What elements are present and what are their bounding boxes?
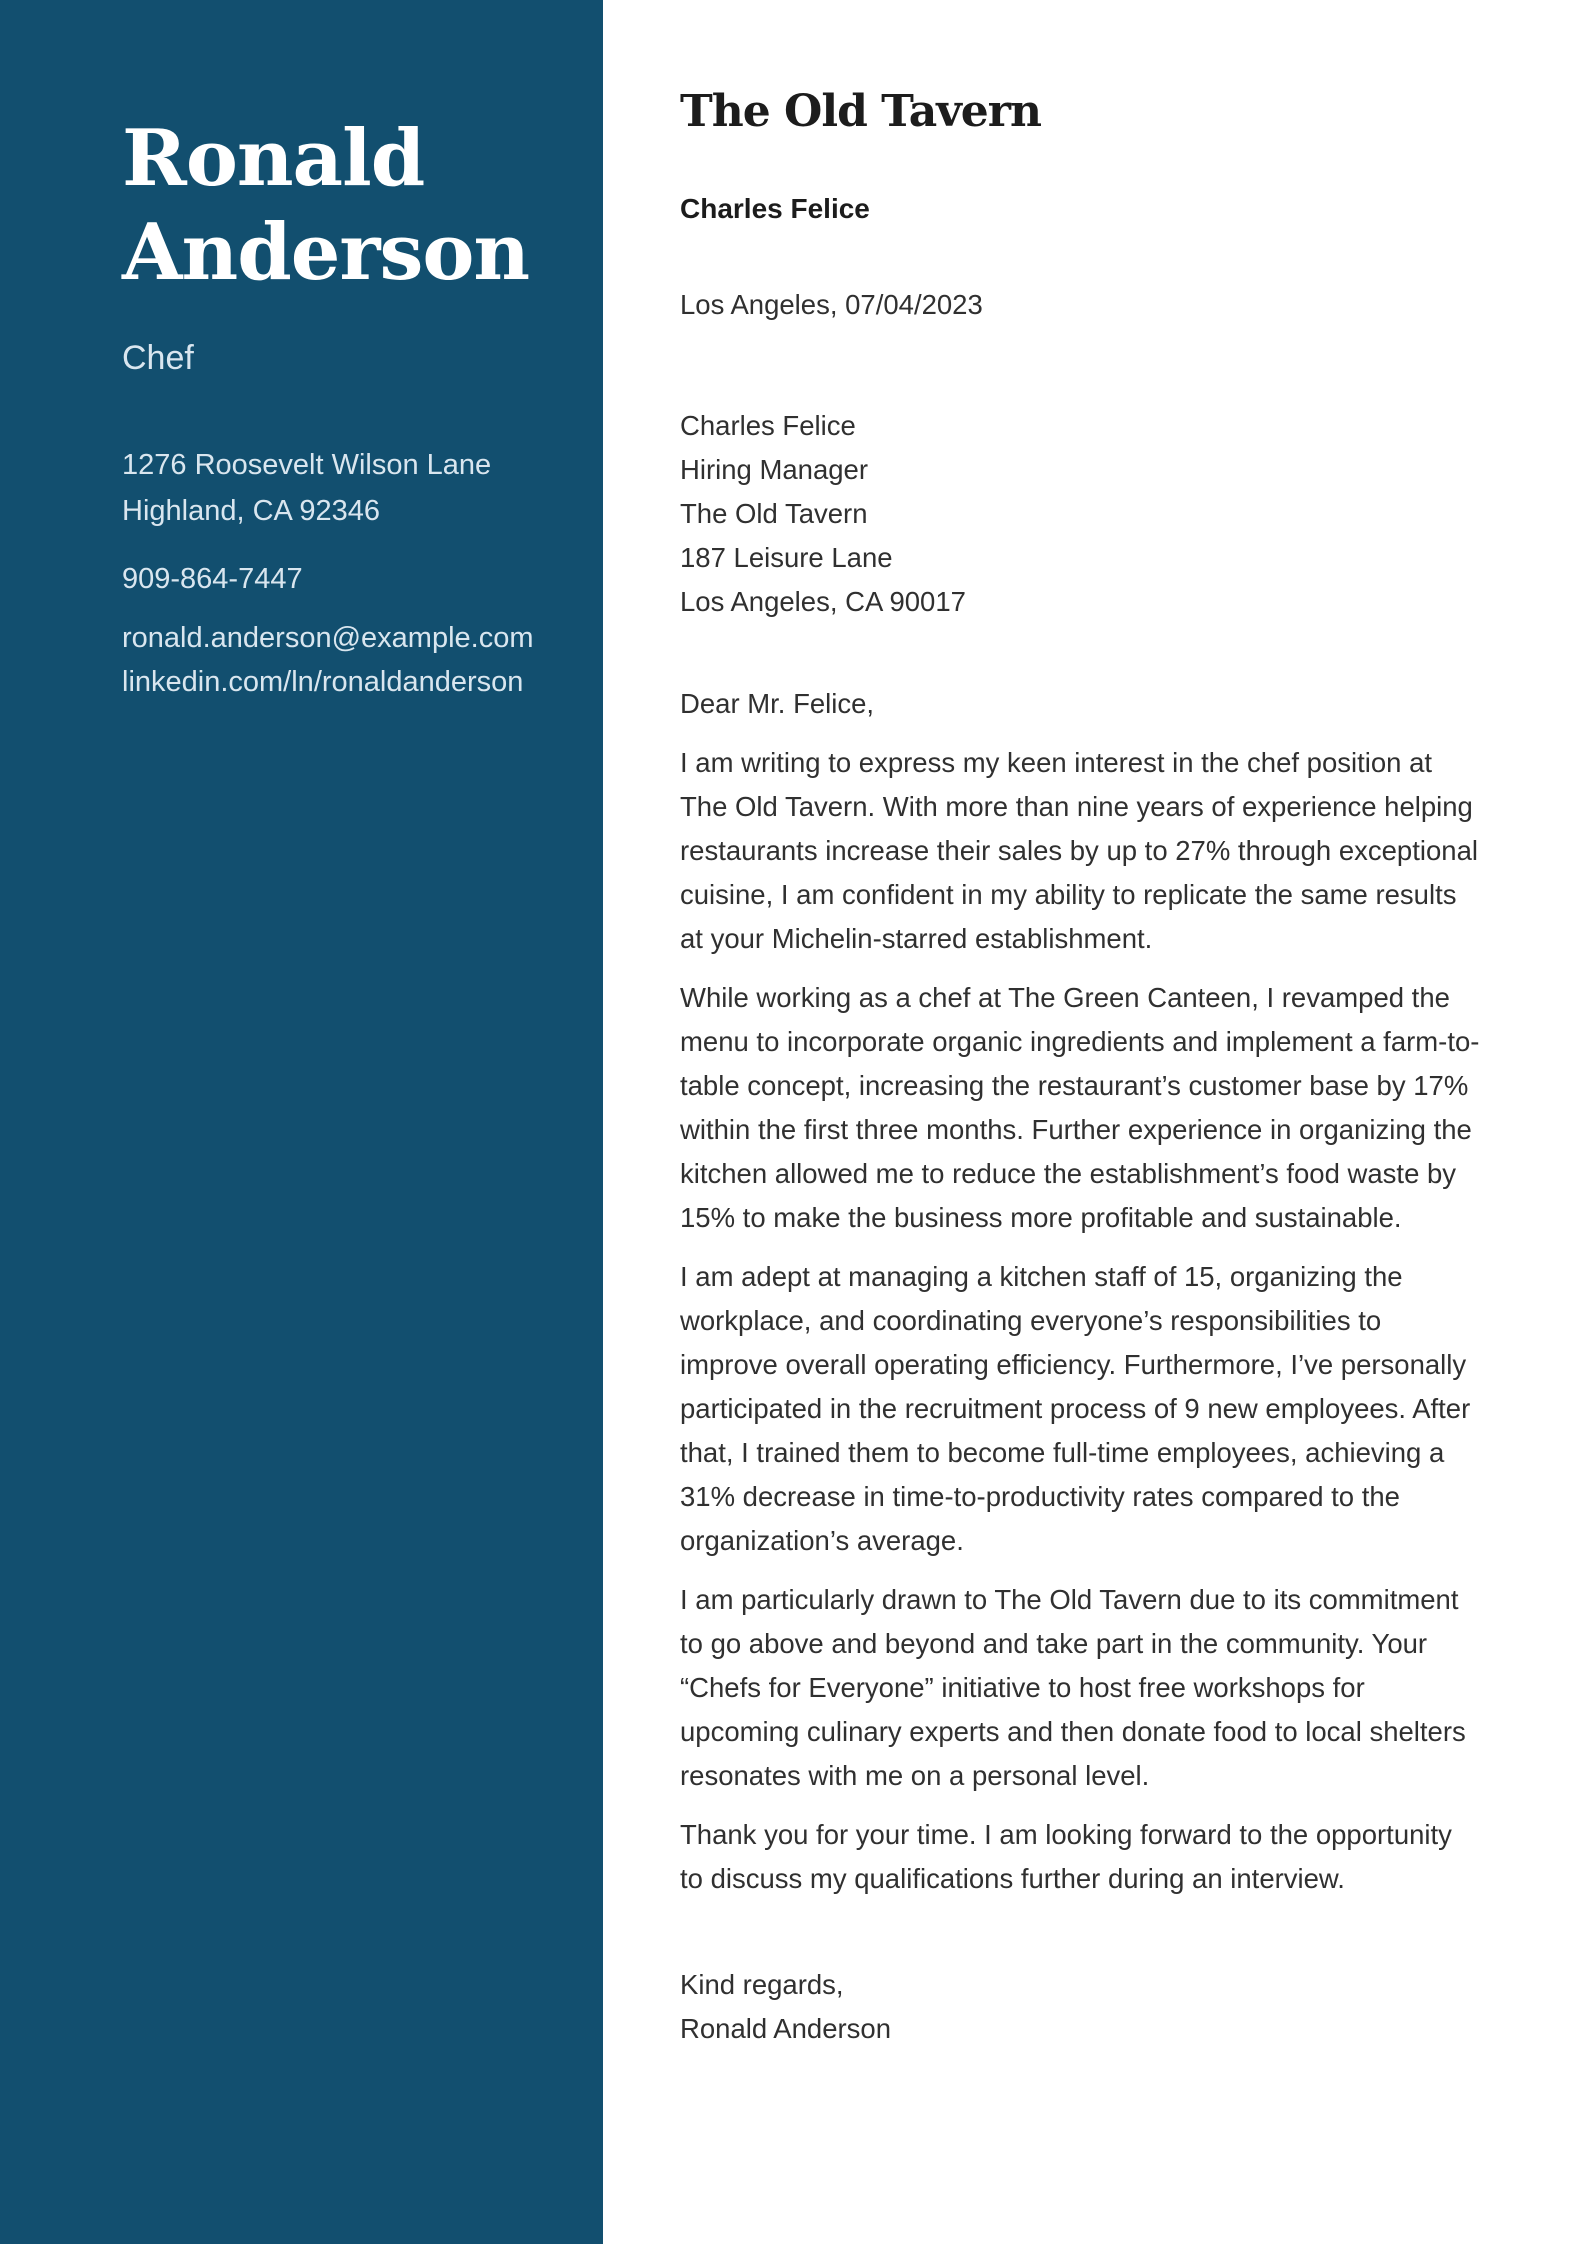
paragraph-5: Thank you for your time. I am looking forward to the opportunity to discuss my qualifications further during an interview. — [680, 1819, 1452, 1894]
address-block — [122, 442, 561, 534]
candidate-name — [122, 112, 561, 300]
signature-name: Ronald Anderson — [680, 2013, 891, 2044]
address-line-2: Highland, CA 92346 — [122, 495, 380, 527]
candidate-last-name: Anderson — [122, 207, 530, 298]
email-address: ronald.anderson@example.com — [122, 622, 534, 654]
job-title: Chef — [122, 339, 194, 377]
closing-phrase: Kind regards, — [680, 1969, 844, 2000]
links-block — [122, 616, 561, 704]
location-date: Los Angeles, 07/04/2023 — [680, 289, 983, 320]
linkedin-url: linkedin.com/ln/ronaldanderson — [122, 666, 524, 698]
recipient-line-name: Charles Felice — [680, 410, 856, 441]
phone-number: 909-864-7447 — [122, 563, 303, 595]
address-line-1: 1276 Roosevelt Wilson Lane — [122, 449, 492, 481]
candidate-first-name: Ronald — [122, 113, 425, 204]
recipient-address-block — [680, 404, 1480, 624]
recipient-line-street: 187 Leisure Lane — [680, 542, 893, 573]
letter-content — [603, 0, 1588, 2244]
paragraph-4: I am particularly drawn to The Old Tavern due to its commitment to go above and beyond and take part in the community. Your “Chefs for Everyone” initiative to host free workshops for upcoming culinary experts and then donate food to local shelters resonates with me on a personal level. — [680, 1584, 1466, 1791]
paragraph-3: I am adept at managing a kitchen staff of 15, organizing the workplace, and coordinating everyone’s responsibilities to improve overall operating efficiency. Furthermore, I’ve personally participated in the recruitment process of 9 new employees. After that, I trained them to become full-time employees, achieving a 31% decrease in time-to-productivity rates compared to the organization’s average. — [680, 1261, 1471, 1556]
paragraph-2: While working as a chef at The Green Canteen, I revamped the menu to incorporate organic ingredients and implement a farm-to-table concept, increasing the restaurant’s customer base by 17% within the first three months. Further experience in organizing the kitchen allowed me to reduce the establishment’s food waste by 15% to make the business more profitable and sustainable. — [680, 982, 1480, 1233]
recipient-line-city: Los Angeles, CA 90017 — [680, 586, 966, 617]
company-name: The Old Tavern — [680, 86, 1041, 137]
recipient-line-title: Hiring Manager — [680, 454, 869, 485]
sidebar — [0, 0, 603, 2244]
paragraph-1: I am writing to express my keen interest in the chef position at The Old Tavern. With more than nine years of experience helping restaurants increase their sales by up to 27% through exceptional cuisine, I am confident in my ability to replicate the same results at your Michelin-starred establishment. — [680, 747, 1478, 954]
recipient-name: Charles Felice — [680, 193, 870, 224]
recipient-line-company: The Old Tavern — [680, 498, 868, 529]
closing-block — [680, 1963, 1480, 2051]
salutation: Dear Mr. Felice, — [680, 688, 875, 719]
